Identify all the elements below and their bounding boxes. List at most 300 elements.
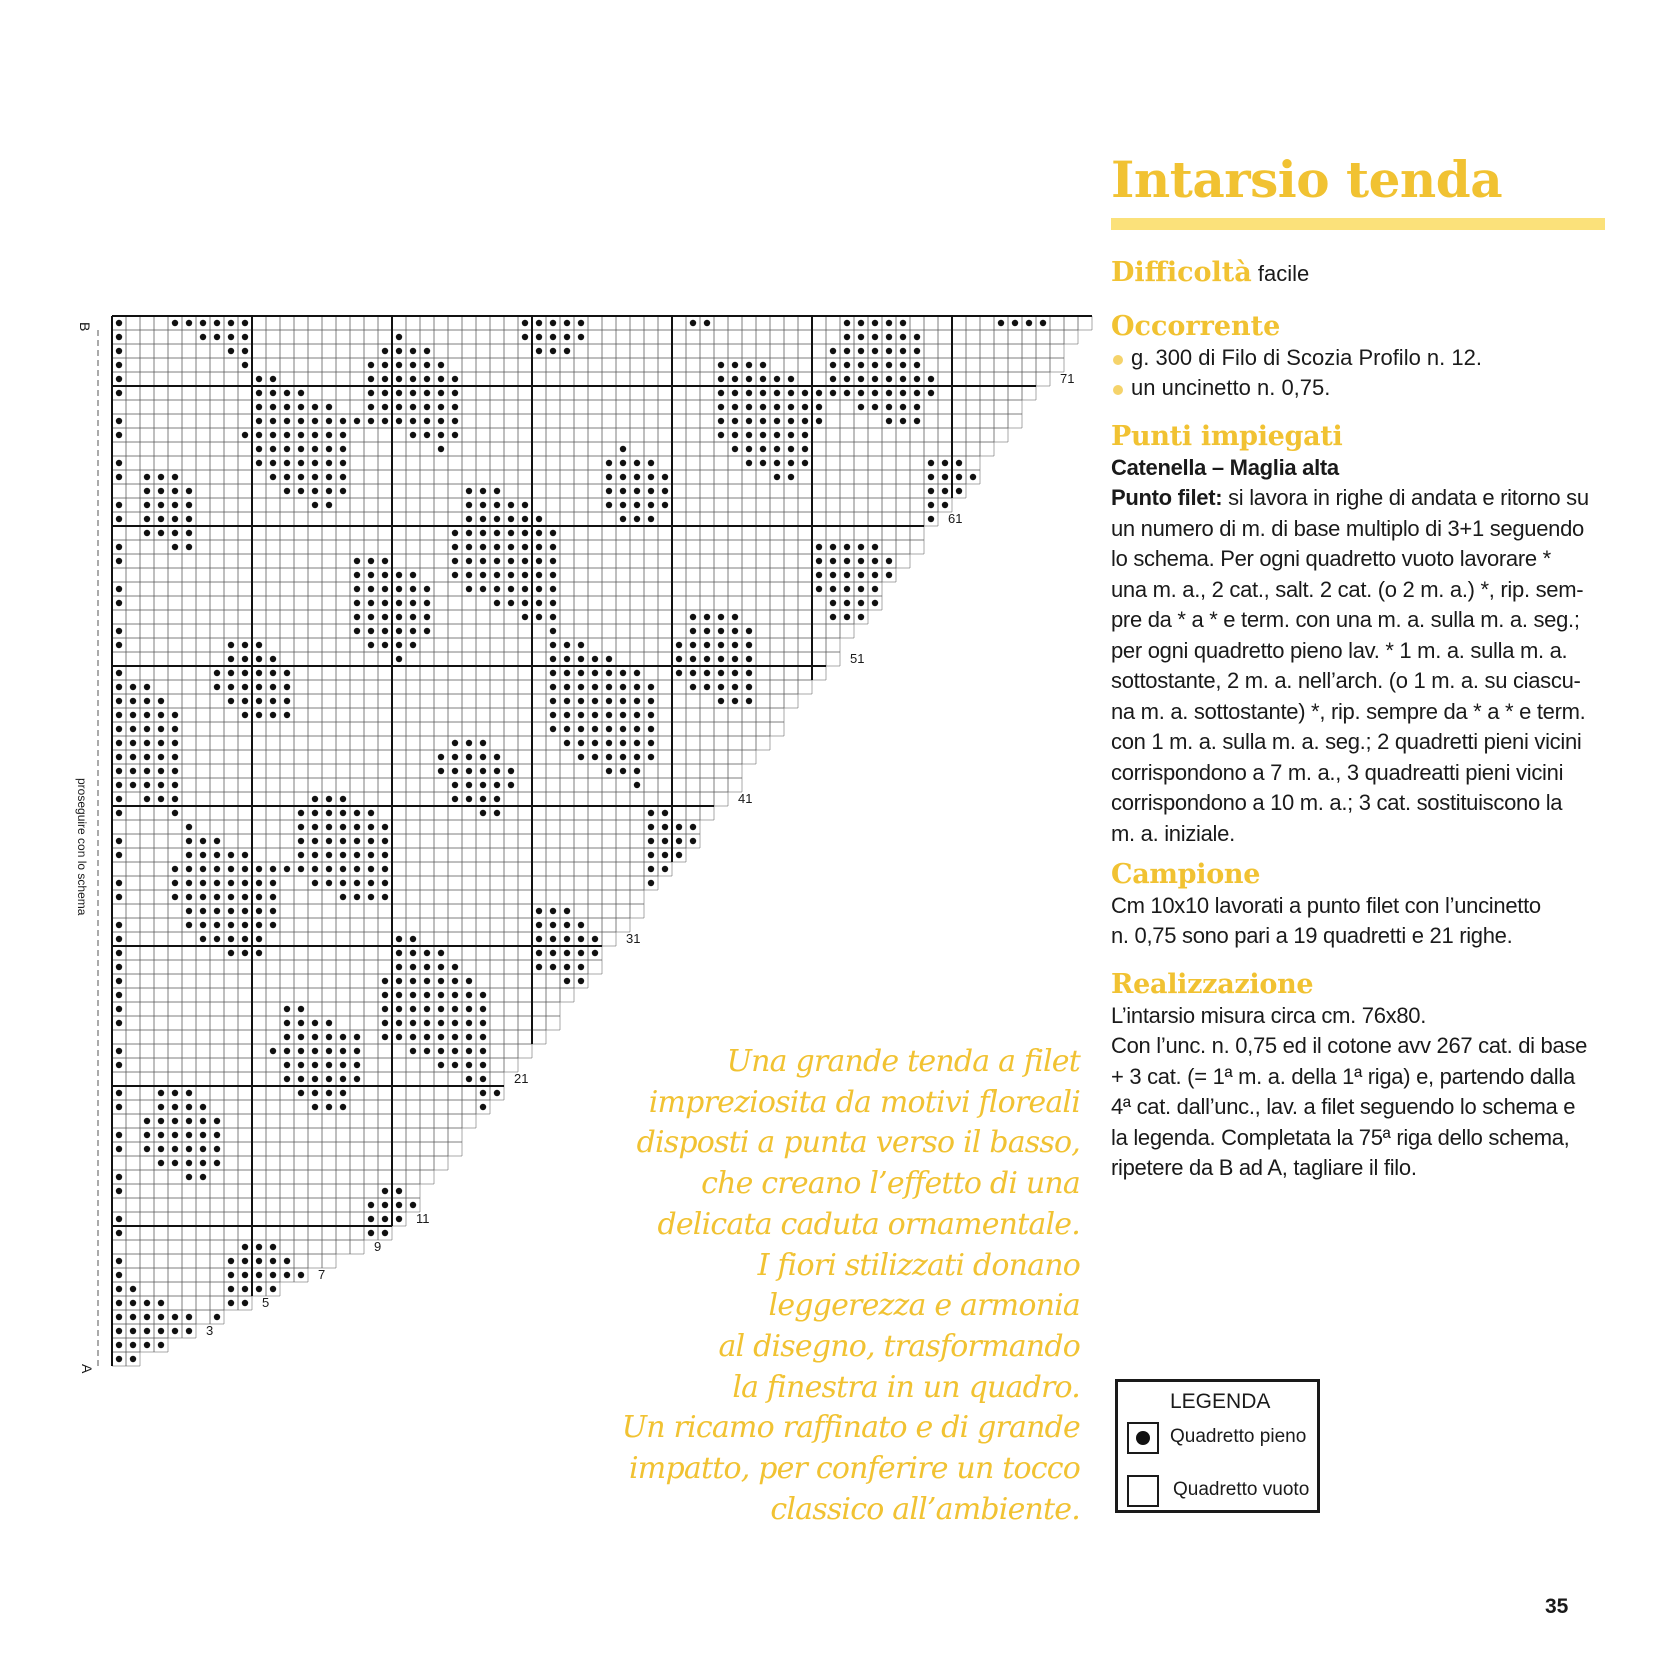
filled-square-dot [116, 474, 122, 480]
filled-square-dot [214, 936, 220, 942]
filled-square-dot [116, 460, 122, 466]
filled-square-dot [368, 838, 374, 844]
filled-square-dot [396, 978, 402, 984]
filled-square-dot [480, 516, 486, 522]
filled-square-dot [746, 642, 752, 648]
filled-square-dot [382, 390, 388, 396]
filled-square-dot [550, 628, 556, 634]
filled-square-dot [158, 1328, 164, 1334]
filled-square-dot [508, 544, 514, 550]
filled-square-dot [382, 838, 388, 844]
filled-square-dot [438, 768, 444, 774]
filled-square-dot [466, 530, 472, 536]
filled-square-dot [886, 376, 892, 382]
filled-square-dot [116, 698, 122, 704]
filled-square-dot [746, 432, 752, 438]
filled-square-dot [270, 376, 276, 382]
filled-square-dot [326, 1090, 332, 1096]
filled-square-dot [116, 768, 122, 774]
filled-square-dot [298, 460, 304, 466]
filled-square-dot [228, 656, 234, 662]
filled-square-dot [452, 740, 458, 746]
filled-square-dot [368, 418, 374, 424]
filled-square-dot [956, 488, 962, 494]
filled-square-dot [858, 600, 864, 606]
filled-square-dot [494, 1090, 500, 1096]
filled-square-dot [452, 432, 458, 438]
filled-square-dot [872, 586, 878, 592]
filled-square-dot [284, 670, 290, 676]
filled-square-dot [424, 586, 430, 592]
filled-square-dot [410, 936, 416, 942]
filled-square-dot [340, 796, 346, 802]
filled-square-dot [368, 572, 374, 578]
filled-square-dot [830, 572, 836, 578]
filled-square-dot [284, 474, 290, 480]
filled-square-dot [354, 852, 360, 858]
realizzazione-line: la legenda. Completata la 75ª riga dello schema, [1111, 1124, 1570, 1150]
filled-square-dot [816, 586, 822, 592]
filled-square-dot [340, 852, 346, 858]
filled-square-dot [298, 474, 304, 480]
filled-square-dot [676, 656, 682, 662]
filled-square-dot [172, 866, 178, 872]
filled-square-dot [536, 334, 542, 340]
filled-square-dot [186, 1174, 192, 1180]
filled-square-dot [116, 894, 122, 900]
filled-square-dot [676, 824, 682, 830]
filled-square-dot [410, 404, 416, 410]
filled-square-dot [186, 1132, 192, 1138]
filled-square-dot [410, 376, 416, 382]
quote-line: la finestra in un quadro. [732, 1369, 1080, 1405]
filled-square-dot [620, 516, 626, 522]
filled-square-dot [928, 488, 934, 494]
filled-square-dot [270, 698, 276, 704]
filled-square-dot [228, 1286, 234, 1292]
filled-square-dot [424, 348, 430, 354]
filled-square-dot [396, 1006, 402, 1012]
legend-filled-label: Quadretto pieno [1170, 1426, 1307, 1447]
filled-square-dot [466, 796, 472, 802]
filled-square-dot [732, 390, 738, 396]
filled-square-dot [872, 348, 878, 354]
filled-square-dot [158, 502, 164, 508]
filled-square-dot [382, 1188, 388, 1194]
campione-line: Cm 10x10 lavorati a punto filet con l’uncinetto [1111, 892, 1541, 918]
filled-square-dot [466, 754, 472, 760]
filled-square-dot [340, 866, 346, 872]
filled-square-dot [116, 726, 122, 732]
filled-square-dot [872, 544, 878, 550]
filled-square-dot [410, 586, 416, 592]
filled-square-dot [186, 1328, 192, 1334]
filled-square-dot [186, 1146, 192, 1152]
filled-square-dot [382, 1230, 388, 1236]
filled-square-dot [340, 824, 346, 830]
filled-square-dot [816, 390, 822, 396]
filled-square-dot [438, 978, 444, 984]
filled-square-dot [564, 698, 570, 704]
filled-square-dot [144, 488, 150, 494]
filled-square-dot [116, 1132, 122, 1138]
realizzazione-line: Con l’unc. n. 0,75 ed il cotone avv 267 cat. di base [1111, 1033, 1588, 1058]
filled-square-dot [564, 936, 570, 942]
filled-square-dot [550, 726, 556, 732]
filled-square-dot [466, 572, 472, 578]
filled-square-dot [270, 1048, 276, 1054]
filled-square-dot [480, 1048, 486, 1054]
filled-square-dot [522, 558, 528, 564]
filled-square-dot [592, 656, 598, 662]
filled-square-dot [172, 726, 178, 732]
punti-line: m. a. iniziale. [1111, 820, 1235, 846]
filled-square-dot [228, 642, 234, 648]
filled-square-dot [256, 950, 262, 956]
occorrente-heading: Occorrente [1111, 311, 1281, 342]
filled-square-dot [844, 586, 850, 592]
filled-square-dot [438, 1062, 444, 1068]
filled-square-dot [368, 390, 374, 396]
row-number-label: 41 [738, 791, 753, 806]
filled-square-dot [606, 712, 612, 718]
filled-square-dot [298, 404, 304, 410]
filled-square-dot [382, 586, 388, 592]
filled-square-dot [858, 558, 864, 564]
filled-square-dot [732, 404, 738, 410]
filled-square-dot [354, 572, 360, 578]
filled-square-dot [410, 642, 416, 648]
filled-square-dot [466, 502, 472, 508]
filled-square-dot [214, 880, 220, 886]
filled-square-dot [368, 628, 374, 634]
filled-square-dot [172, 1328, 178, 1334]
filled-square-dot [480, 1076, 486, 1082]
filled-square-dot [326, 838, 332, 844]
filled-square-dot [326, 1020, 332, 1026]
filled-square-dot [424, 432, 430, 438]
filled-square-dot [312, 1090, 318, 1096]
filled-square-dot [200, 880, 206, 886]
filled-square-dot [256, 390, 262, 396]
filled-square-dot [396, 348, 402, 354]
filled-square-dot [410, 600, 416, 606]
filled-square-dot [410, 1202, 416, 1208]
filled-square-dot [396, 628, 402, 634]
filled-square-dot [648, 740, 654, 746]
filled-square-dot [298, 824, 304, 830]
filled-square-dot [746, 390, 752, 396]
filled-square-dot [172, 1132, 178, 1138]
filled-square-dot [256, 418, 262, 424]
filled-square-dot [256, 866, 262, 872]
filled-square-dot [620, 684, 626, 690]
filled-square-dot [466, 586, 472, 592]
filled-square-dot [494, 544, 500, 550]
filled-square-dot [746, 698, 752, 704]
filled-square-dot [368, 810, 374, 816]
filled-square-dot [116, 964, 122, 970]
filled-square-dot [354, 600, 360, 606]
legend-title: LEGENDA [1170, 1390, 1271, 1413]
filled-square-dot [732, 670, 738, 676]
filled-square-dot [298, 390, 304, 396]
filled-square-dot [900, 376, 906, 382]
filled-square-dot [382, 866, 388, 872]
filled-square-dot [284, 1076, 290, 1082]
filled-square-dot [452, 754, 458, 760]
filled-square-dot [130, 684, 136, 690]
filled-square-dot [802, 418, 808, 424]
filled-square-dot [312, 404, 318, 410]
filled-square-dot [438, 390, 444, 396]
filled-square-dot [844, 614, 850, 620]
filled-square-dot [592, 670, 598, 676]
filled-square-dot [130, 740, 136, 746]
filled-square-dot [466, 558, 472, 564]
filled-square-dot [872, 320, 878, 326]
filled-square-dot [382, 992, 388, 998]
filled-square-dot [158, 1160, 164, 1166]
filled-square-dot [620, 740, 626, 746]
filled-square-dot [620, 754, 626, 760]
filled-square-dot [1040, 320, 1046, 326]
filled-square-dot [578, 936, 584, 942]
filled-square-dot [270, 908, 276, 914]
filled-square-dot [354, 418, 360, 424]
filled-square-dot [550, 964, 556, 970]
filled-square-dot [452, 964, 458, 970]
filled-square-dot [214, 334, 220, 340]
filled-square-dot [578, 922, 584, 928]
filled-square-dot [592, 684, 598, 690]
filled-square-dot [620, 726, 626, 732]
filled-square-dot [298, 446, 304, 452]
filled-square-dot [186, 894, 192, 900]
filled-square-dot [550, 558, 556, 564]
filled-square-dot [648, 698, 654, 704]
filled-square-dot [550, 530, 556, 536]
filled-square-dot [746, 362, 752, 368]
filled-square-dot [256, 670, 262, 676]
punti-line: sottostante, 2 m. a. nell’arch. (o 1 m. a. su ciascu- [1111, 668, 1581, 693]
filled-square-dot [788, 376, 794, 382]
filled-square-dot [704, 628, 710, 634]
filled-square-dot [326, 824, 332, 830]
filled-square-dot [592, 754, 598, 760]
filled-square-dot [550, 572, 556, 578]
filled-square-dot [340, 1104, 346, 1110]
quote-line: impreziosita da motivi floreali [648, 1084, 1080, 1120]
filled-square-dot [144, 1314, 150, 1320]
filled-square-dot [200, 894, 206, 900]
row-number-label: 31 [626, 931, 641, 946]
filled-square-dot [858, 334, 864, 340]
filled-square-dot [732, 418, 738, 424]
filled-square-dot [158, 1314, 164, 1320]
filled-square-dot [116, 1006, 122, 1012]
filled-square-dot [578, 740, 584, 746]
filled-square-dot [242, 936, 248, 942]
filled-square-dot [242, 362, 248, 368]
filled-square-dot [746, 670, 752, 676]
filled-square-dot [858, 320, 864, 326]
filled-square-dot [144, 684, 150, 690]
filled-square-dot [606, 474, 612, 480]
filled-square-dot [256, 642, 262, 648]
filled-square-dot [312, 1076, 318, 1082]
filled-square-dot [802, 460, 808, 466]
filled-square-dot [774, 432, 780, 438]
filled-square-dot [564, 670, 570, 676]
filled-square-dot [550, 936, 556, 942]
filled-square-dot [312, 852, 318, 858]
filled-square-dot [116, 586, 122, 592]
filled-square-dot [480, 810, 486, 816]
filled-square-dot [970, 474, 976, 480]
filled-square-dot [382, 642, 388, 648]
filled-square-dot [578, 950, 584, 956]
filled-square-dot [200, 922, 206, 928]
filled-square-dot [774, 446, 780, 452]
filled-square-dot [368, 866, 374, 872]
filled-square-dot [872, 404, 878, 410]
filled-square-dot [676, 838, 682, 844]
filled-square-dot [116, 432, 122, 438]
filled-square-dot [648, 474, 654, 480]
filled-square-dot [312, 432, 318, 438]
filled-square-dot [466, 1034, 472, 1040]
filled-square-dot [718, 376, 724, 382]
filled-square-dot [144, 698, 150, 704]
filled-square-dot [550, 334, 556, 340]
filled-square-dot [144, 1342, 150, 1348]
filled-square-dot [354, 558, 360, 564]
filled-square-dot [172, 1160, 178, 1166]
filled-square-dot [466, 1020, 472, 1026]
filled-square-dot [172, 1118, 178, 1124]
filled-square-dot [522, 614, 528, 620]
filled-square-dot [424, 628, 430, 634]
filled-square-dot [564, 642, 570, 648]
filled-square-dot [844, 362, 850, 368]
filled-square-dot [340, 474, 346, 480]
filled-square-dot [158, 796, 164, 802]
filled-square-dot [158, 698, 164, 704]
filled-square-dot [550, 698, 556, 704]
filled-square-dot [396, 642, 402, 648]
filled-square-dot [242, 922, 248, 928]
filled-square-dot [340, 432, 346, 438]
filled-square-dot [270, 684, 276, 690]
filled-square-dot [438, 432, 444, 438]
filled-square-dot [522, 572, 528, 578]
filled-square-dot [186, 320, 192, 326]
filled-square-dot [438, 1048, 444, 1054]
filled-square-dot [172, 1314, 178, 1320]
filled-square-dot [662, 810, 668, 816]
filled-square-dot [396, 586, 402, 592]
filled-square-dot [480, 558, 486, 564]
filled-square-dot [270, 1244, 276, 1250]
filled-square-dot [424, 376, 430, 382]
filled-square-dot [494, 572, 500, 578]
filled-square-dot [662, 838, 668, 844]
filled-square-dot [368, 614, 374, 620]
filled-square-dot [116, 992, 122, 998]
filled-square-dot [620, 670, 626, 676]
filled-square-dot [564, 684, 570, 690]
filled-square-dot [116, 1104, 122, 1110]
filled-square-dot [494, 754, 500, 760]
filled-square-dot [858, 572, 864, 578]
filled-square-dot [326, 488, 332, 494]
filled-square-dot [550, 656, 556, 662]
filled-square-dot [816, 404, 822, 410]
filled-square-dot [116, 1062, 122, 1068]
filled-square-dot [522, 334, 528, 340]
filled-square-dot [872, 558, 878, 564]
filled-square-dot [270, 404, 276, 410]
filled-square-dot [186, 1090, 192, 1096]
filled-square-dot [634, 516, 640, 522]
filled-square-dot [844, 334, 850, 340]
filled-square-dot [858, 586, 864, 592]
filled-square-dot [606, 502, 612, 508]
filled-square-dot [424, 362, 430, 368]
filled-square-dot [760, 404, 766, 410]
quote-line: al disegno, trasformando [718, 1328, 1080, 1364]
filled-square-dot [116, 1048, 122, 1054]
filled-square-dot [830, 362, 836, 368]
filled-square-dot [788, 432, 794, 438]
filled-square-dot [116, 796, 122, 802]
filled-square-dot [690, 320, 696, 326]
filled-square-dot [480, 796, 486, 802]
filled-square-dot [480, 1034, 486, 1040]
filled-square-dot [396, 1188, 402, 1194]
filled-square-dot [144, 530, 150, 536]
filled-square-dot [522, 516, 528, 522]
punti-line: per ogni quadretto pieno lav. * 1 m. a. sulla m. a. [1111, 637, 1568, 663]
filled-square-dot [886, 320, 892, 326]
filled-square-dot [550, 922, 556, 928]
filled-square-dot [564, 712, 570, 718]
filled-square-dot [410, 964, 416, 970]
filled-square-dot [844, 348, 850, 354]
filled-square-dot [368, 880, 374, 886]
filled-square-dot [228, 698, 234, 704]
filled-square-dot [942, 460, 948, 466]
filled-square-dot [172, 544, 178, 550]
filled-square-dot [438, 1006, 444, 1012]
filled-square-dot [200, 334, 206, 340]
filled-square-dot [298, 418, 304, 424]
filled-square-dot [326, 1062, 332, 1068]
filled-square-dot [326, 446, 332, 452]
filled-square-dot [368, 824, 374, 830]
filled-square-dot [536, 936, 542, 942]
filled-square-dot [228, 348, 234, 354]
filled-square-dot [564, 922, 570, 928]
filled-square-dot [158, 1104, 164, 1110]
filled-square-dot [298, 1062, 304, 1068]
filled-square-dot [564, 656, 570, 662]
filled-square-dot [410, 992, 416, 998]
filled-square-dot [368, 404, 374, 410]
filled-square-dot [886, 558, 892, 564]
filled-square-dot [298, 1006, 304, 1012]
